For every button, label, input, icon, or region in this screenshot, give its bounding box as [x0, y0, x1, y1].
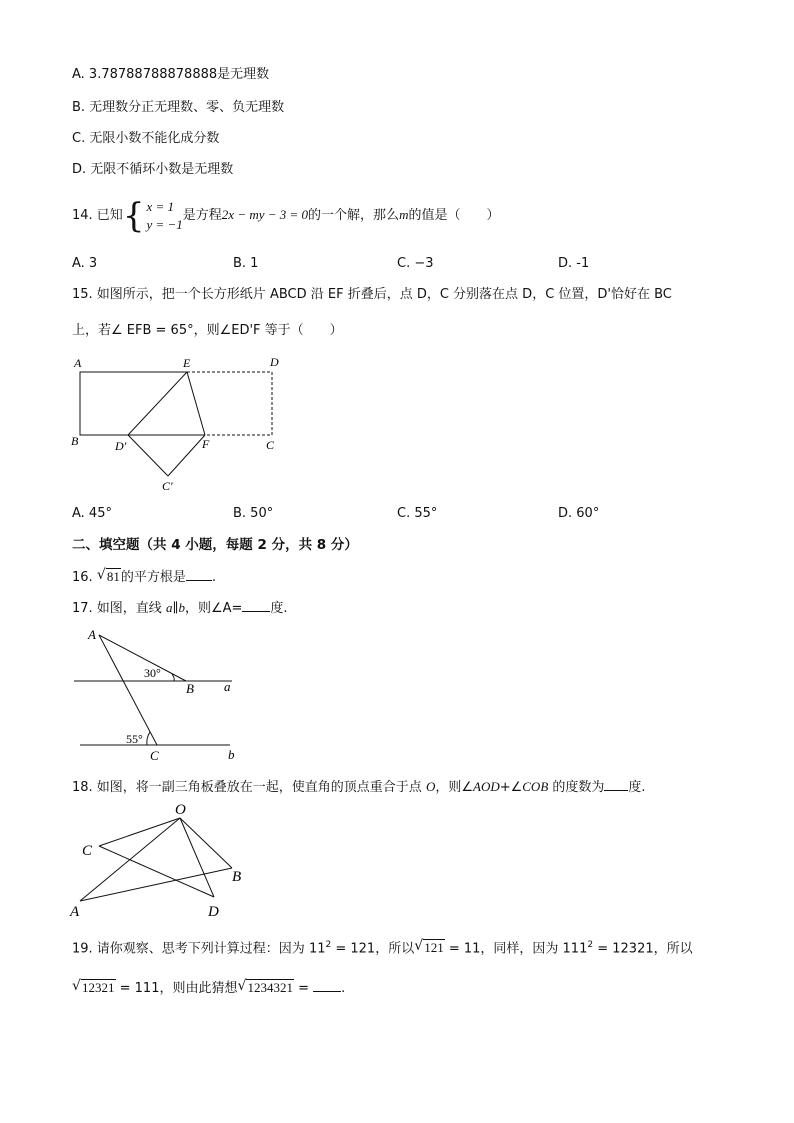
- label-a-point: A: [88, 627, 96, 642]
- q19-text-a: 19. 请你观察、思考下列计算过程：因为 11: [72, 941, 326, 957]
- q17-figure: [62, 622, 252, 767]
- q14-mid: 是方程: [182, 208, 222, 223]
- rect-outline: [80, 372, 205, 435]
- q13-option-a: A. 3.78788788878888是无理数: [72, 67, 270, 82]
- q17-text-a: 17. 如图，直线: [72, 601, 166, 616]
- q14-option-b: B. 1: [233, 256, 259, 271]
- q15-stem-line1: 15. 如图所示，把一个长方形纸片 ABCD 沿 EF 折叠后，点 D，C 分别落在点 D，C 位置，D'恰好在 BC: [72, 287, 672, 302]
- q17-stem: [72, 598, 288, 618]
- q16-end: .: [211, 570, 216, 585]
- segment-oc: [99, 818, 180, 846]
- q15-option-b: B. 50°: [233, 506, 274, 521]
- q19-text-d: = 12321，所以: [593, 941, 693, 957]
- radicand-12321: 12321: [82, 980, 115, 995]
- section-heading: [72, 536, 358, 554]
- q16-answer-blank[interactable]: [186, 567, 212, 581]
- q15-figure: [60, 350, 300, 500]
- folded-away-region: [187, 372, 272, 435]
- q19-answer-blank[interactable]: [313, 978, 341, 992]
- q14-tail: 的一个解，那么: [308, 208, 400, 223]
- section-title: 二、填空题（共 4 小题，每题 2 分，共 8 分）: [72, 537, 358, 553]
- label-c: C: [82, 843, 93, 859]
- radicand-81: 81: [106, 569, 120, 584]
- label-d-prime: D′: [115, 439, 127, 453]
- radicand-121: 121: [424, 940, 444, 956]
- sqrt-121: √ 121: [414, 938, 444, 956]
- q13-option-b: B. 无理数分正无理数、零、负无理数: [72, 100, 285, 115]
- q19-text-g: .: [341, 981, 346, 996]
- q14-option-c: C. −3: [397, 256, 434, 271]
- equation-system: [146, 198, 182, 234]
- segment-dprime-cprime: [128, 435, 168, 476]
- q15-stem-line2: 上，若∠ EFB = 65°，则∠ED'F 等于（ ）: [72, 323, 343, 338]
- q18-figure: [62, 798, 262, 923]
- q15-option-c: C. 55°: [397, 506, 438, 521]
- label-c-point: C: [150, 748, 159, 763]
- q14-stem: [72, 194, 499, 237]
- label-f: F: [202, 437, 210, 451]
- q19-text-e: = 111，则由此猜想: [115, 981, 238, 996]
- segment-oa: [80, 818, 180, 901]
- q18-stem: [72, 777, 646, 797]
- segment-ab: [80, 868, 232, 901]
- q19-line2: [72, 978, 345, 998]
- q18-text-c: 的度数为: [548, 780, 605, 795]
- radicand-1234321: 1234321: [247, 980, 293, 995]
- sqrt-81: √ 81: [96, 567, 120, 584]
- q19-text-c: = 11，同样，因为 111: [444, 941, 588, 957]
- q17-answer-blank[interactable]: [242, 598, 270, 612]
- label-d: D: [270, 355, 279, 369]
- system-eq1: x = 1: [146, 198, 174, 214]
- segment-ab: [99, 635, 186, 681]
- q16-tail: 的平方根是: [120, 570, 186, 585]
- label-b-point: B: [186, 681, 194, 696]
- q14-var: m: [399, 207, 409, 222]
- q18-angle-cob: COB: [522, 779, 549, 794]
- label-b: B: [232, 869, 242, 885]
- sqrt-1234321: √ 1234321: [237, 978, 293, 995]
- label-e: E: [183, 356, 191, 370]
- q15-option-d: D. 60°: [558, 506, 600, 521]
- q18-point-o: O: [425, 779, 436, 794]
- q18-angle-aod: AOD: [473, 779, 500, 794]
- q19-text-b: = 121，所以: [331, 941, 415, 957]
- label-angle-55: 55°: [126, 732, 143, 746]
- q19-line1: [72, 936, 693, 958]
- label-d: D: [208, 904, 219, 920]
- q14-option-a: A. 3: [72, 256, 98, 271]
- q14-equation: 2x − my − 3 = 0: [221, 207, 309, 222]
- segment-cprime-f: [168, 435, 205, 476]
- q17-text-d: 度.: [270, 601, 288, 616]
- q14-end: 的值是（ ）: [408, 208, 500, 223]
- label-c-prime: C′: [162, 479, 173, 493]
- fold-line-ef: [187, 372, 205, 435]
- q18-answer-blank[interactable]: [604, 777, 628, 791]
- system-brace: {: [122, 195, 145, 236]
- label-a: A: [70, 904, 80, 920]
- q14-option-d: D. -1: [558, 256, 590, 271]
- q14-prefix: 14. 已知: [72, 208, 123, 223]
- q15-option-a: A. 45°: [72, 506, 112, 521]
- q17-parallel: a∥b: [165, 600, 185, 615]
- label-a: A: [74, 356, 82, 370]
- label-line-a: a: [224, 679, 231, 694]
- q19-sup-1: 2: [325, 940, 332, 950]
- angle-arc-c: [147, 732, 150, 745]
- segment-od: [180, 818, 214, 897]
- q16-stem: [72, 567, 216, 587]
- label-c: C: [266, 438, 275, 452]
- q17-text-c: ，则∠A=: [184, 601, 243, 616]
- label-line-b: b: [228, 747, 235, 762]
- q18-text-d: 度.: [628, 780, 646, 795]
- label-angle-30: 30°: [144, 666, 161, 680]
- label-b: B: [71, 434, 79, 448]
- segment-ed-prime: [128, 372, 187, 435]
- q19-sup-2: 2: [587, 940, 594, 950]
- segment-ac: [99, 635, 157, 745]
- system-eq2: y = −1: [146, 216, 183, 232]
- q13-option-d: D. 无限不循环小数是无理数: [72, 162, 234, 177]
- q13-option-c: C. 无限小数不能化成分数: [72, 131, 220, 146]
- q16-prefix: 16.: [72, 570, 93, 585]
- q18-text-a: 18. 如图，将一副三角板叠放在一起，使直角的顶点重合于点: [72, 780, 426, 795]
- q18-text-b: ，则∠: [435, 780, 473, 795]
- q19-text-f: =: [293, 981, 310, 996]
- segment-ob: [180, 818, 232, 868]
- q18-plus: +∠: [499, 780, 523, 795]
- label-o: O: [175, 802, 186, 818]
- sqrt-12321: √ 12321: [72, 978, 115, 995]
